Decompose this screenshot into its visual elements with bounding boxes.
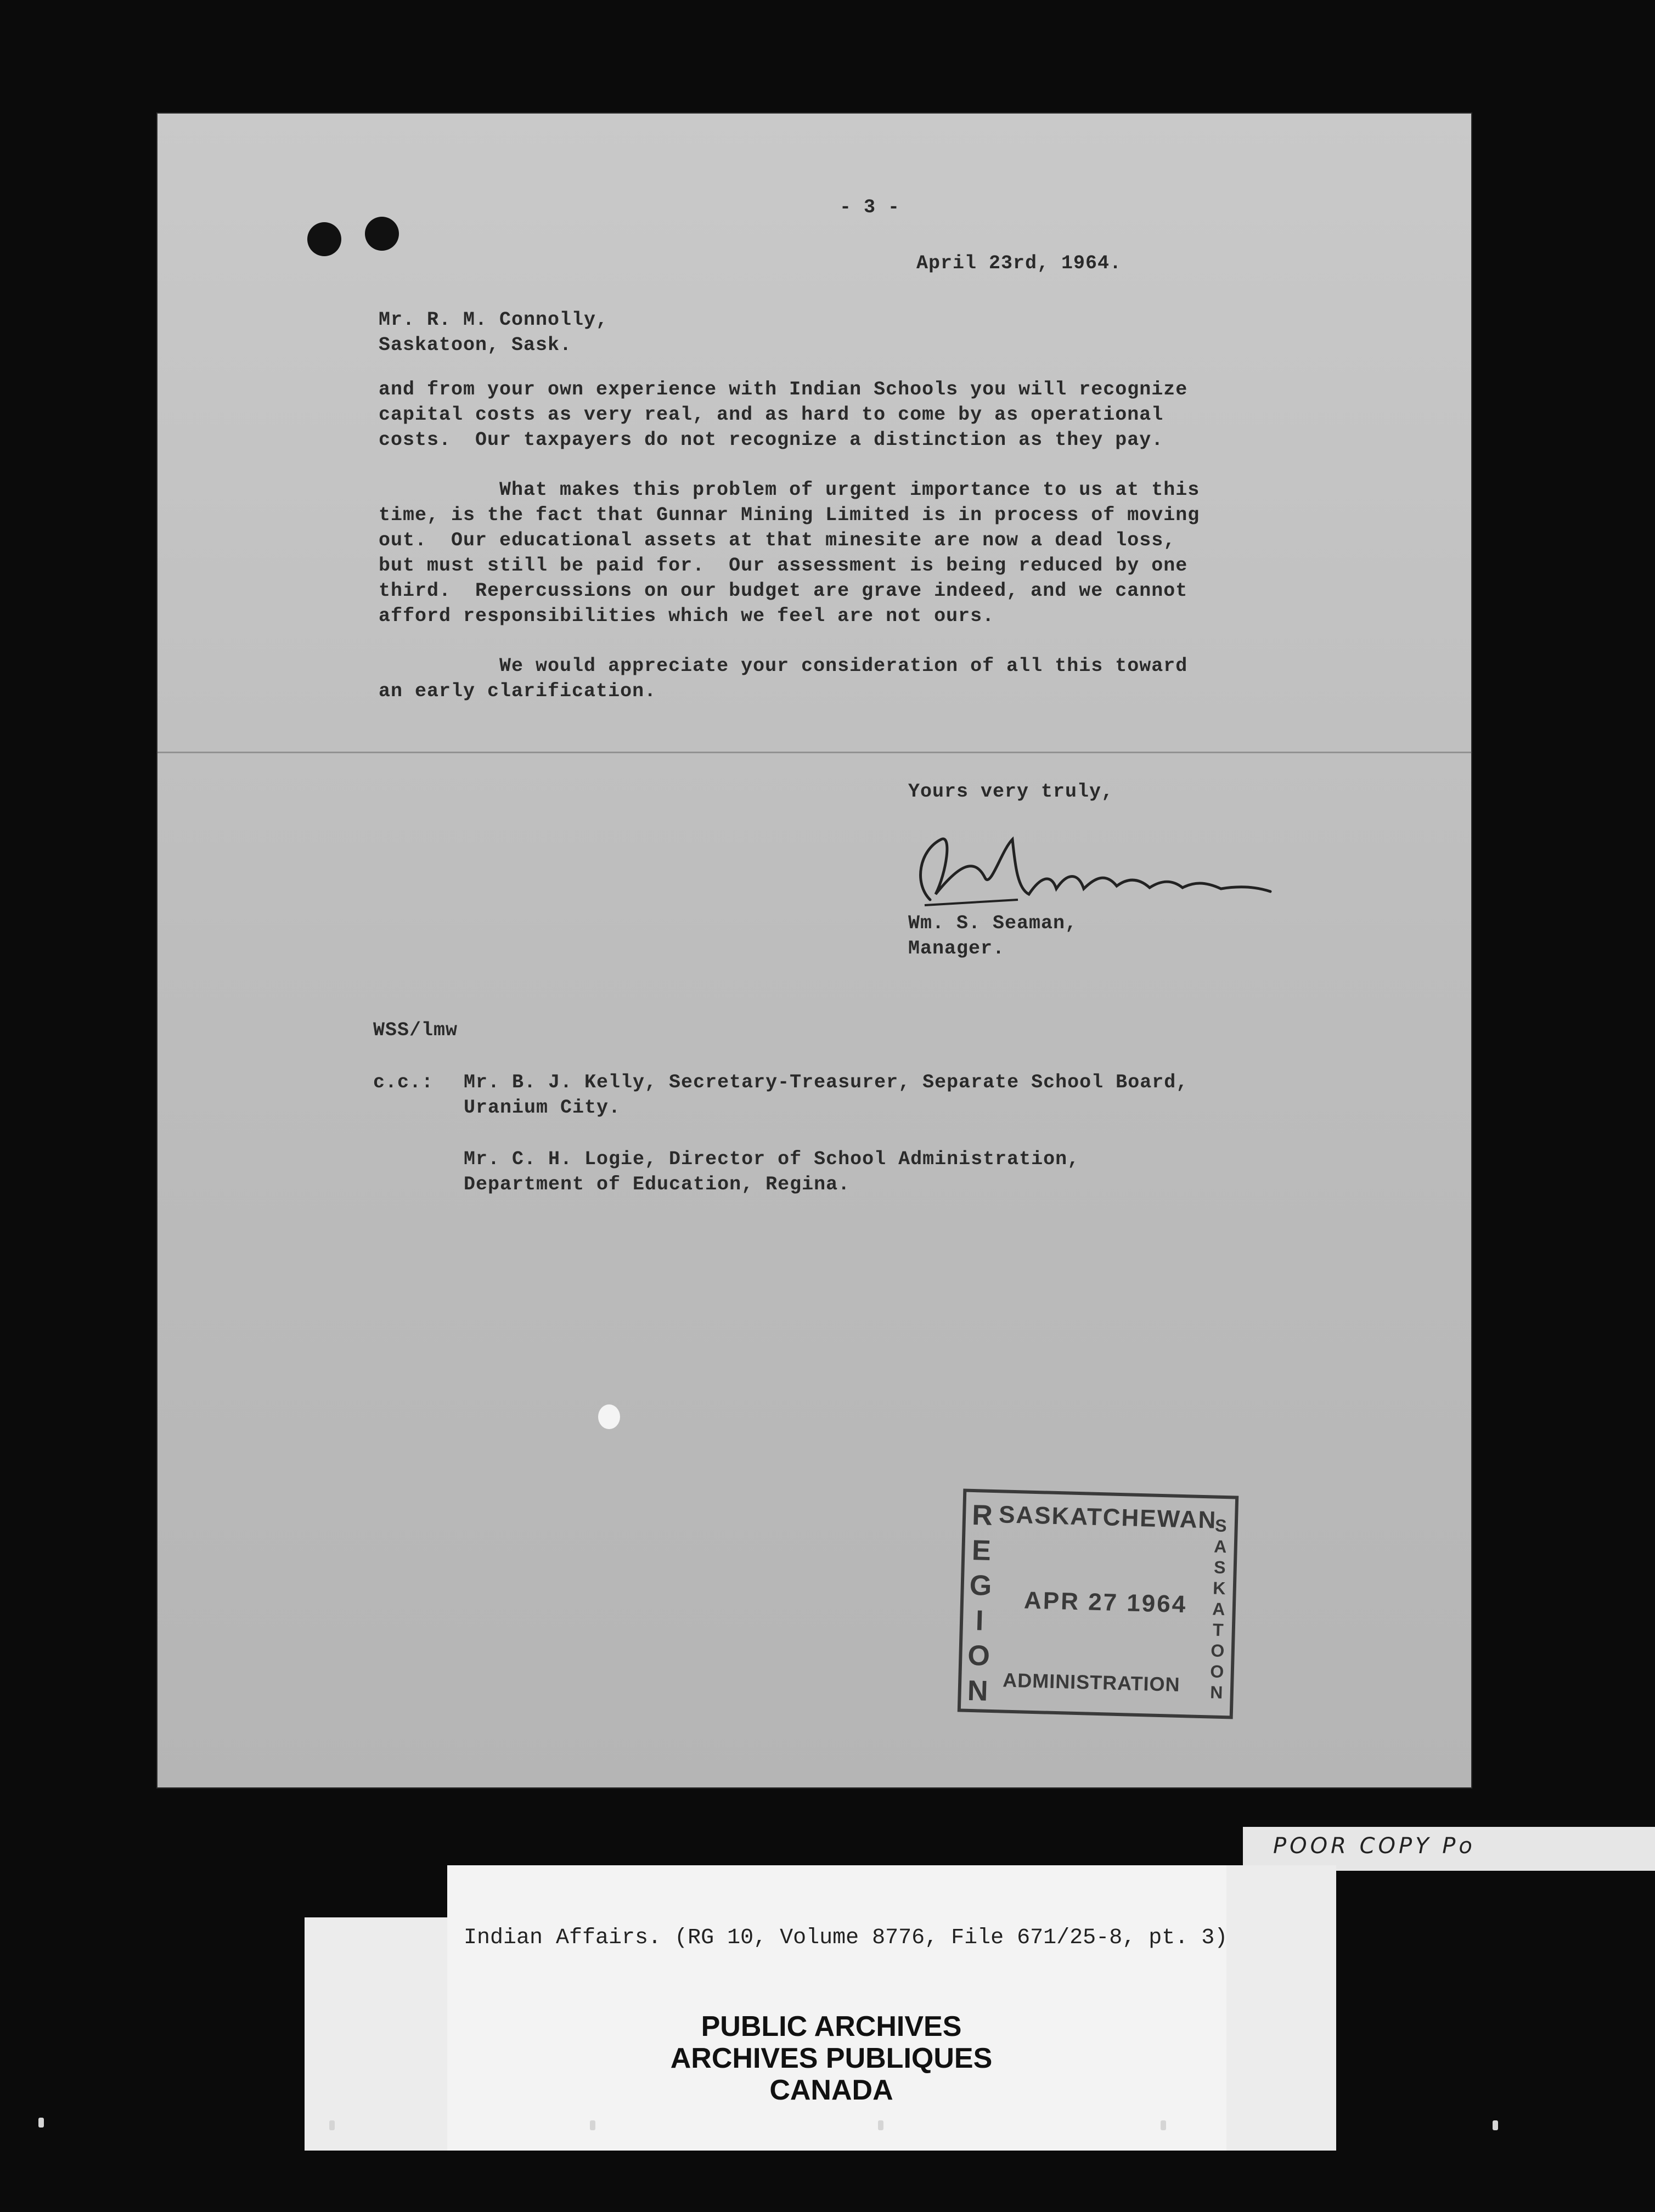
stamp-city-text: SASKATOON xyxy=(1209,1515,1227,1703)
closing: Yours very truly, xyxy=(908,781,1114,803)
label-notch xyxy=(305,1865,447,1917)
film-perforation xyxy=(878,2120,883,2130)
poor-copy-text: POOR COPY Po xyxy=(1273,1833,1476,1859)
page-number: - 3 - xyxy=(840,196,900,218)
cc-recipient-2: Mr. C. H. Logie, Director of School Administration, Department of Education, Regina. xyxy=(464,1148,1080,1195)
letter-page xyxy=(156,112,1472,1788)
film-perforation xyxy=(329,2120,335,2130)
paper-speck xyxy=(598,1404,620,1429)
stamp-administration: ADMINISTRATION xyxy=(1002,1668,1181,1696)
archive-reference: Indian Affairs. (RG 10, Volume 8776, File 671/25-8, pt. 3) xyxy=(464,1926,1228,1950)
paragraph-3: We would appreciate your consideration of all this toward an early clarification. xyxy=(379,655,1188,702)
cc-label: c.c.: xyxy=(373,1071,434,1093)
punch-hole xyxy=(307,222,341,256)
film-perforation xyxy=(1493,2120,1498,2130)
letter-date: April 23rd, 1964. xyxy=(916,252,1122,274)
archives-line-1: PUBLIC ARCHIVES xyxy=(701,2011,962,2042)
cc-recipient-1: Mr. B. J. Kelly, Secretary-Treasurer, Separate School Board, Uranium City. xyxy=(464,1071,1189,1119)
stamp-date: APR 27 1964 xyxy=(1023,1587,1187,1618)
paragraph-2: What makes this problem of urgent importance to us at this time, is the fact that Gunnar Mining Limited is in process of moving out. Our educational assets at that minesite are now a dead loss, but must still be paid for. Our assessment is being reduced by one third. Repercussions on our budget are grave indeed, and we cannot afford responsibilities which we feel are not ours. xyxy=(379,479,1200,627)
film-perforation xyxy=(590,2120,595,2130)
recipient-address: Mr. R. M. Connolly, Saskatoon, Sask. xyxy=(379,309,609,356)
stamp-province: SASKATCHEWAN xyxy=(998,1501,1217,1534)
archives-line-2: ARCHIVES PUBLIQUES xyxy=(670,2042,993,2074)
typist-initials: WSS/lmw xyxy=(373,1019,458,1041)
paragraph-1: and from your own experience with Indian Schools you will recognize capital costs as very real, and as hard to come by as operational costs. Our taxpayers do not recognize a distinction as they pay. xyxy=(379,379,1188,451)
film-perforation xyxy=(38,2118,44,2128)
received-stamp xyxy=(958,1488,1239,1719)
archive-label-panel xyxy=(447,1865,1226,2151)
punch-hole xyxy=(365,217,399,251)
archive-label xyxy=(305,1865,1336,2151)
stamp-region-text: REGION xyxy=(967,1499,993,1707)
archives-title xyxy=(612,2011,1051,2106)
archives-line-3: CANADA xyxy=(769,2074,893,2106)
film-perforation xyxy=(1161,2120,1166,2130)
signer-block: Wm. S. Seaman, Manager. xyxy=(908,912,1078,960)
